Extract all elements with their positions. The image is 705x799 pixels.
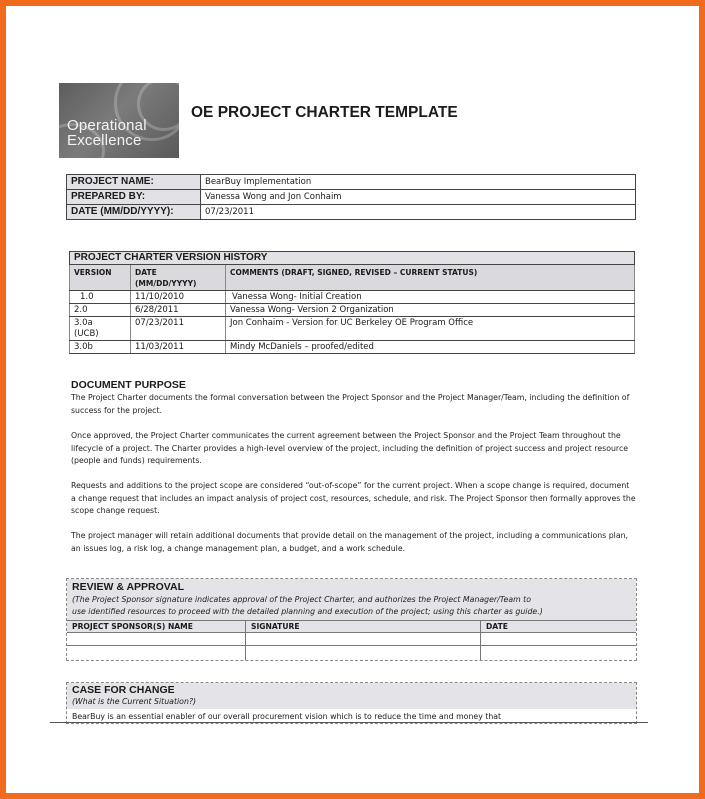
case-for-change-section [66, 682, 637, 724]
logo-line-1: Operational [67, 117, 147, 134]
purpose-paragraph: The project manager will retain additional documents that provide detail on the management of the project, including a communications plan, an issues log, a risk log, a change management plan, a budget, and a work schedule. [71, 531, 629, 553]
comment-cell: Vanessa Wong- Initial Creation [226, 291, 635, 304]
purpose-paragraph: Once approved, the Project Charter communicates the current agreement between the Project Sponsor and the Project Team throughout the lifecycle of a project. The Charter provides a high-level overview of the project, including the definition of project success and project resource (people and funds) requirements. [71, 431, 629, 466]
column-header-date: DATE [486, 622, 508, 631]
case-question: (What is the Current Situation?) [72, 697, 197, 706]
column-header-signature: SIGNATURE [251, 622, 300, 631]
info-row [67, 175, 636, 190]
info-value: 07/23/2011 [201, 205, 636, 220]
review-approval-heading: REVIEW & APPROVAL [72, 581, 185, 593]
date-cell: 07/23/2011 [131, 317, 226, 341]
table-row [70, 291, 635, 304]
review-note-line: use identified resources to proceed with the detailed planning and execution of the project; using this charter as guide.) [72, 607, 543, 616]
version-history-table [69, 251, 635, 354]
case-body-text: BearBuy is an essential enabler of our overall procurement vision which is to reduce the time and money that [72, 712, 502, 721]
review-note-line: (The Project Sponsor signature indicates approval of the Project Charter, and authorizes the Project Manager/Team to [72, 595, 532, 604]
divider [50, 722, 648, 723]
logo-line-2: Excellence [67, 132, 142, 149]
version-history-header [70, 265, 635, 291]
case-for-change-heading: CASE FOR CHANGE [72, 684, 175, 696]
project-info-table [66, 174, 636, 220]
version-cell: 3.0b [70, 341, 131, 354]
purpose-paragraph: The Project Charter documents the formal conversation between the Project Sponsor and the Project Manager/Team, including the definition of success for the project. [71, 393, 630, 415]
info-row [67, 205, 636, 220]
document-purpose-heading: DOCUMENT PURPOSE [71, 379, 186, 391]
table-row [70, 341, 635, 354]
column-header-version: VERSION [70, 265, 131, 291]
date-cell: 11/10/2010 [131, 291, 226, 304]
info-label: PREPARED BY: [67, 190, 201, 205]
version-cell: 1.0 [70, 291, 131, 304]
operational-excellence-logo [59, 83, 179, 158]
review-approval-section [66, 578, 637, 661]
document-title: OE PROJECT CHARTER TEMPLATE [191, 104, 458, 121]
info-value: Vanessa Wong and Jon Conhaim [201, 190, 636, 205]
purpose-paragraph: Requests and additions to the project scope are considered “out-of-scope” for the current project. When a scope change is required, document a change request that includes an impact analysis of project cost, resources, schedule, and risk. The Project Sponsor then formally approves the scope change request. [71, 481, 636, 516]
table-row [70, 304, 635, 317]
comment-cell: Mindy McDaniels – proofed/edited [226, 341, 635, 354]
info-label: DATE (MM/DD/YYYY): [67, 205, 201, 220]
info-row [67, 190, 636, 205]
date-cell: 6/28/2011 [131, 304, 226, 317]
info-value: BearBuy Implementation [201, 175, 636, 190]
version-cell: 2.0 [70, 304, 131, 317]
date-cell: 11/03/2011 [131, 341, 226, 354]
comment-cell: Vanessa Wong- Version 2 Organization [226, 304, 635, 317]
column-header-sponsor-name: PROJECT SPONSOR(S) NAME [72, 622, 193, 631]
comment-cell: Jon Conhaim - Version for UC Berkeley OE Program Office [226, 317, 635, 341]
version-history-caption: PROJECT CHARTER VERSION HISTORY [70, 252, 635, 265]
table-row [70, 317, 635, 341]
info-label: PROJECT NAME: [67, 175, 201, 190]
column-header-date: DATE (MM/DD/YYYY) [131, 265, 226, 291]
column-header-comments: COMMENTS (DRAFT, SIGNED, REVISED – CURRENT STATUS) [226, 265, 635, 291]
version-cell: 3.0a (UCB) [70, 317, 131, 341]
